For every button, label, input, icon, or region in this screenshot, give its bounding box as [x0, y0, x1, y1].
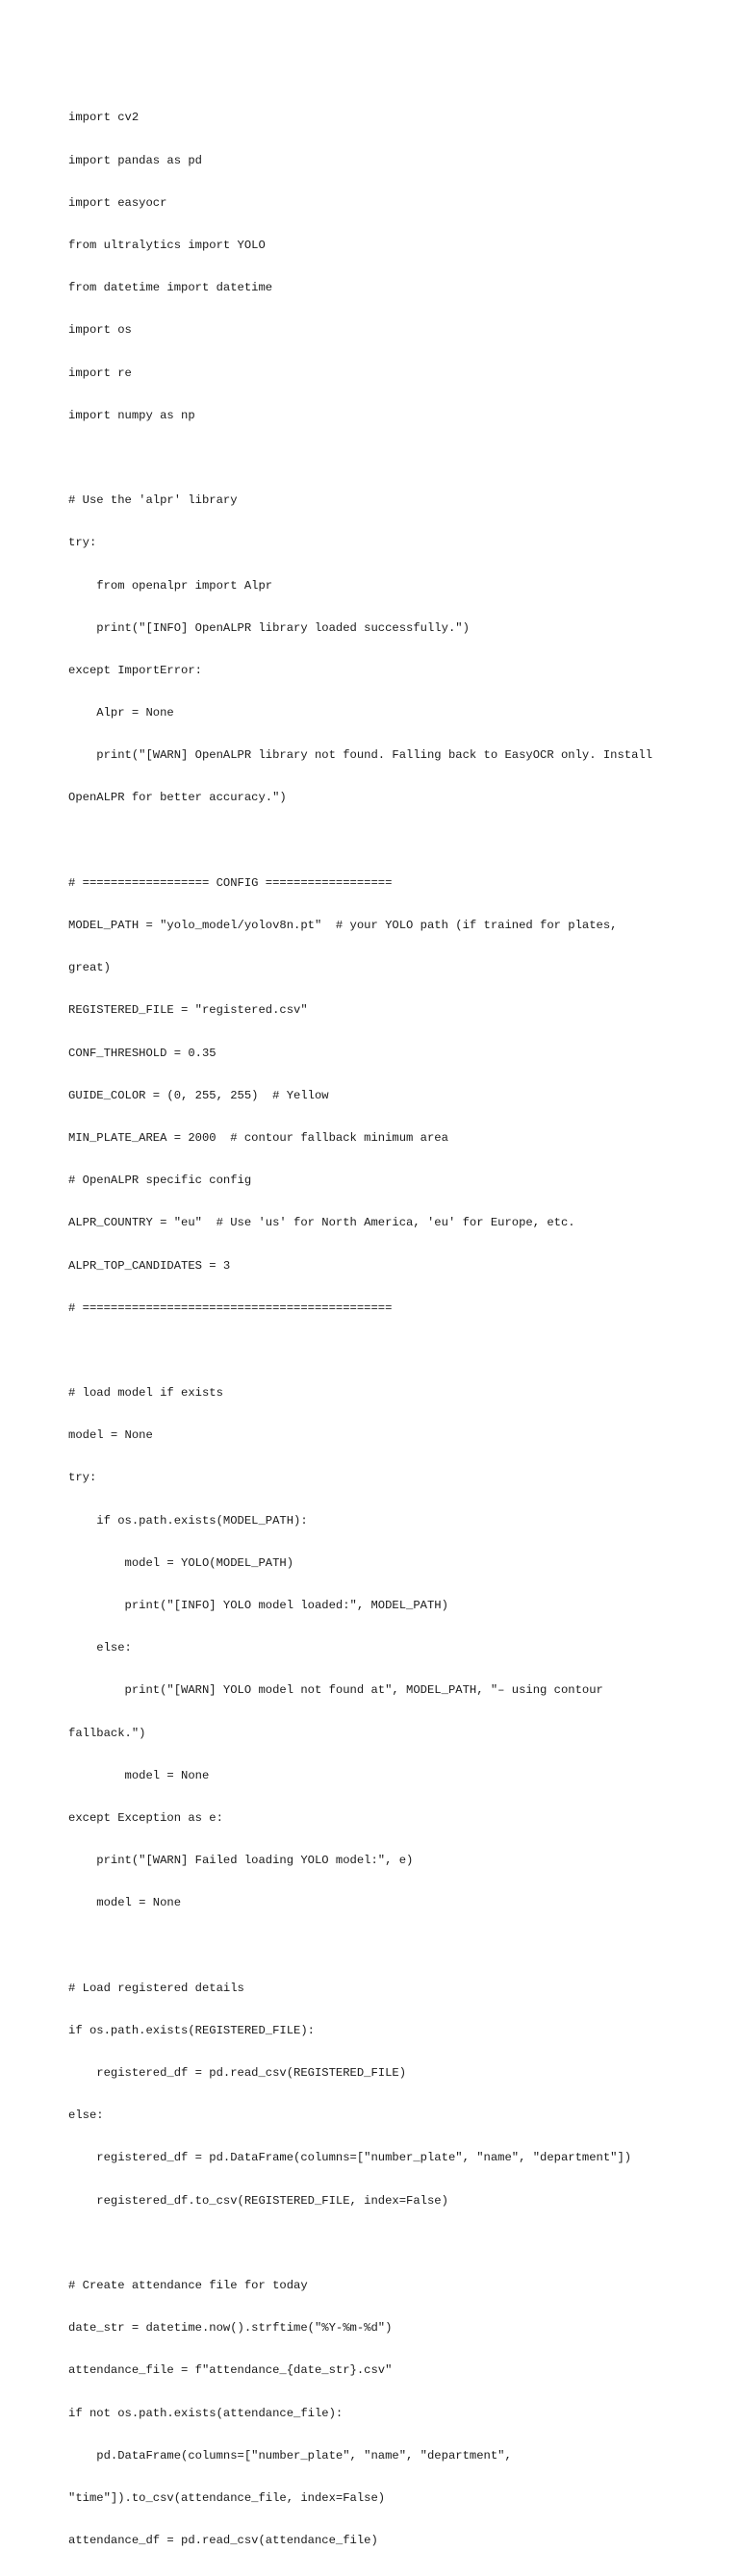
code-line [68, 451, 723, 466]
code-line: print("[WARN] OpenALPR library not found. Falling back to EasyOCR only. Install [68, 748, 653, 763]
code-line: except ImportError: [68, 663, 202, 677]
code-line: "time"]).to_csv(attendance_file, index=False) [68, 2490, 386, 2505]
code-line: from ultralytics import YOLO [68, 239, 266, 253]
code-line: from datetime import datetime [68, 281, 273, 295]
code-line: try: [68, 1471, 97, 1485]
code-line [68, 1939, 723, 1954]
code-line: date_str = datetime.now().strftime("%Y-%m-%d") [68, 2321, 393, 2336]
code-line [68, 1344, 723, 1358]
code-line: print("[INFO] OpenALPR library loaded successfully.") [68, 620, 470, 635]
code-line: import easyocr [68, 195, 167, 210]
code-line: model = None [68, 1768, 210, 1782]
code-line: if not os.path.exists(attendance_file): [68, 2406, 344, 2420]
code-line: # Create attendance file for today [68, 2279, 308, 2293]
code-line: import numpy as np [68, 408, 195, 422]
code-line: registered_df = pd.DataFrame(columns=["number_plate", "name", "department"]) [68, 2151, 632, 2165]
code-line: MIN_PLATE_AREA = 2000 # contour fallback minimum area [68, 1130, 448, 1145]
code-line: # load model if exists [68, 1386, 223, 1401]
code-line: pd.DataFrame(columns=["number_plate", "name", "department", [68, 2448, 512, 2462]
code-line: # OpenALPR specific config [68, 1174, 252, 1188]
code-line: import os [68, 323, 132, 338]
code-line: Alpr = None [68, 706, 174, 720]
code-line: from openalpr import Alpr [68, 578, 273, 593]
code-line: import cv2 [68, 111, 140, 125]
code-line: CONF_THRESHOLD = 0.35 [68, 1046, 217, 1060]
code-line: # ============================================ [68, 1301, 393, 1315]
code-line: model = None [68, 1896, 182, 1910]
code-line: great) [68, 961, 111, 975]
code-line: # ================== CONFIG ================== [68, 875, 393, 890]
code-line: GUIDE_COLOR = (0, 255, 255) # Yellow [68, 1088, 329, 1102]
code-line: REGISTERED_FILE = "registered.csv" [68, 1003, 308, 1018]
code-line: import pandas as pd [68, 153, 202, 167]
code-line [68, 2236, 723, 2251]
code-line: import re [68, 366, 132, 380]
code-listing [68, 83, 723, 2576]
code-line: fallback.") [68, 1726, 146, 1740]
code-line: ALPR_COUNTRY = "eu" # Use 'us' for North America, 'eu' for Europe, etc. [68, 1216, 575, 1230]
code-line: except Exception as e: [68, 1810, 223, 1825]
code-line: attendance_file = f"attendance_{date_str}.csv" [68, 2363, 393, 2378]
code-line: print("[INFO] YOLO model loaded:", MODEL_PATH) [68, 1599, 448, 1613]
code-line: # Use the 'alpr' library [68, 493, 238, 508]
code-line [68, 834, 723, 848]
code-line: else: [68, 2109, 104, 2123]
code-line: registered_df = pd.read_csv(REGISTERED_FILE) [68, 2066, 407, 2081]
code-line: print("[WARN] Failed loading YOLO model:", e) [68, 1854, 414, 1868]
code-line: ALPR_TOP_CANDIDATES = 3 [68, 1258, 231, 1273]
code-line: try: [68, 536, 97, 550]
code-line: attendance_df = pd.read_csv(attendance_file) [68, 2534, 378, 2548]
code-line: # Load registered details [68, 1981, 244, 1995]
code-line: registered_df.to_csv(REGISTERED_FILE, index=False) [68, 2193, 448, 2208]
code-line: MODEL_PATH = "yolo_model/yolov8n.pt" # your YOLO path (if trained for plates, [68, 919, 618, 933]
code-line: OpenALPR for better accuracy.") [68, 791, 287, 805]
code-line: else: [68, 1641, 132, 1655]
code-line: model = None [68, 1428, 153, 1443]
code-line: if os.path.exists(MODEL_PATH): [68, 1513, 308, 1528]
code-line: print("[WARN] YOLO model not found at", MODEL_PATH, "– using contour [68, 1683, 603, 1698]
code-line: model = YOLO(MODEL_PATH) [68, 1555, 294, 1570]
code-line: if os.path.exists(REGISTERED_FILE): [68, 2023, 315, 2037]
